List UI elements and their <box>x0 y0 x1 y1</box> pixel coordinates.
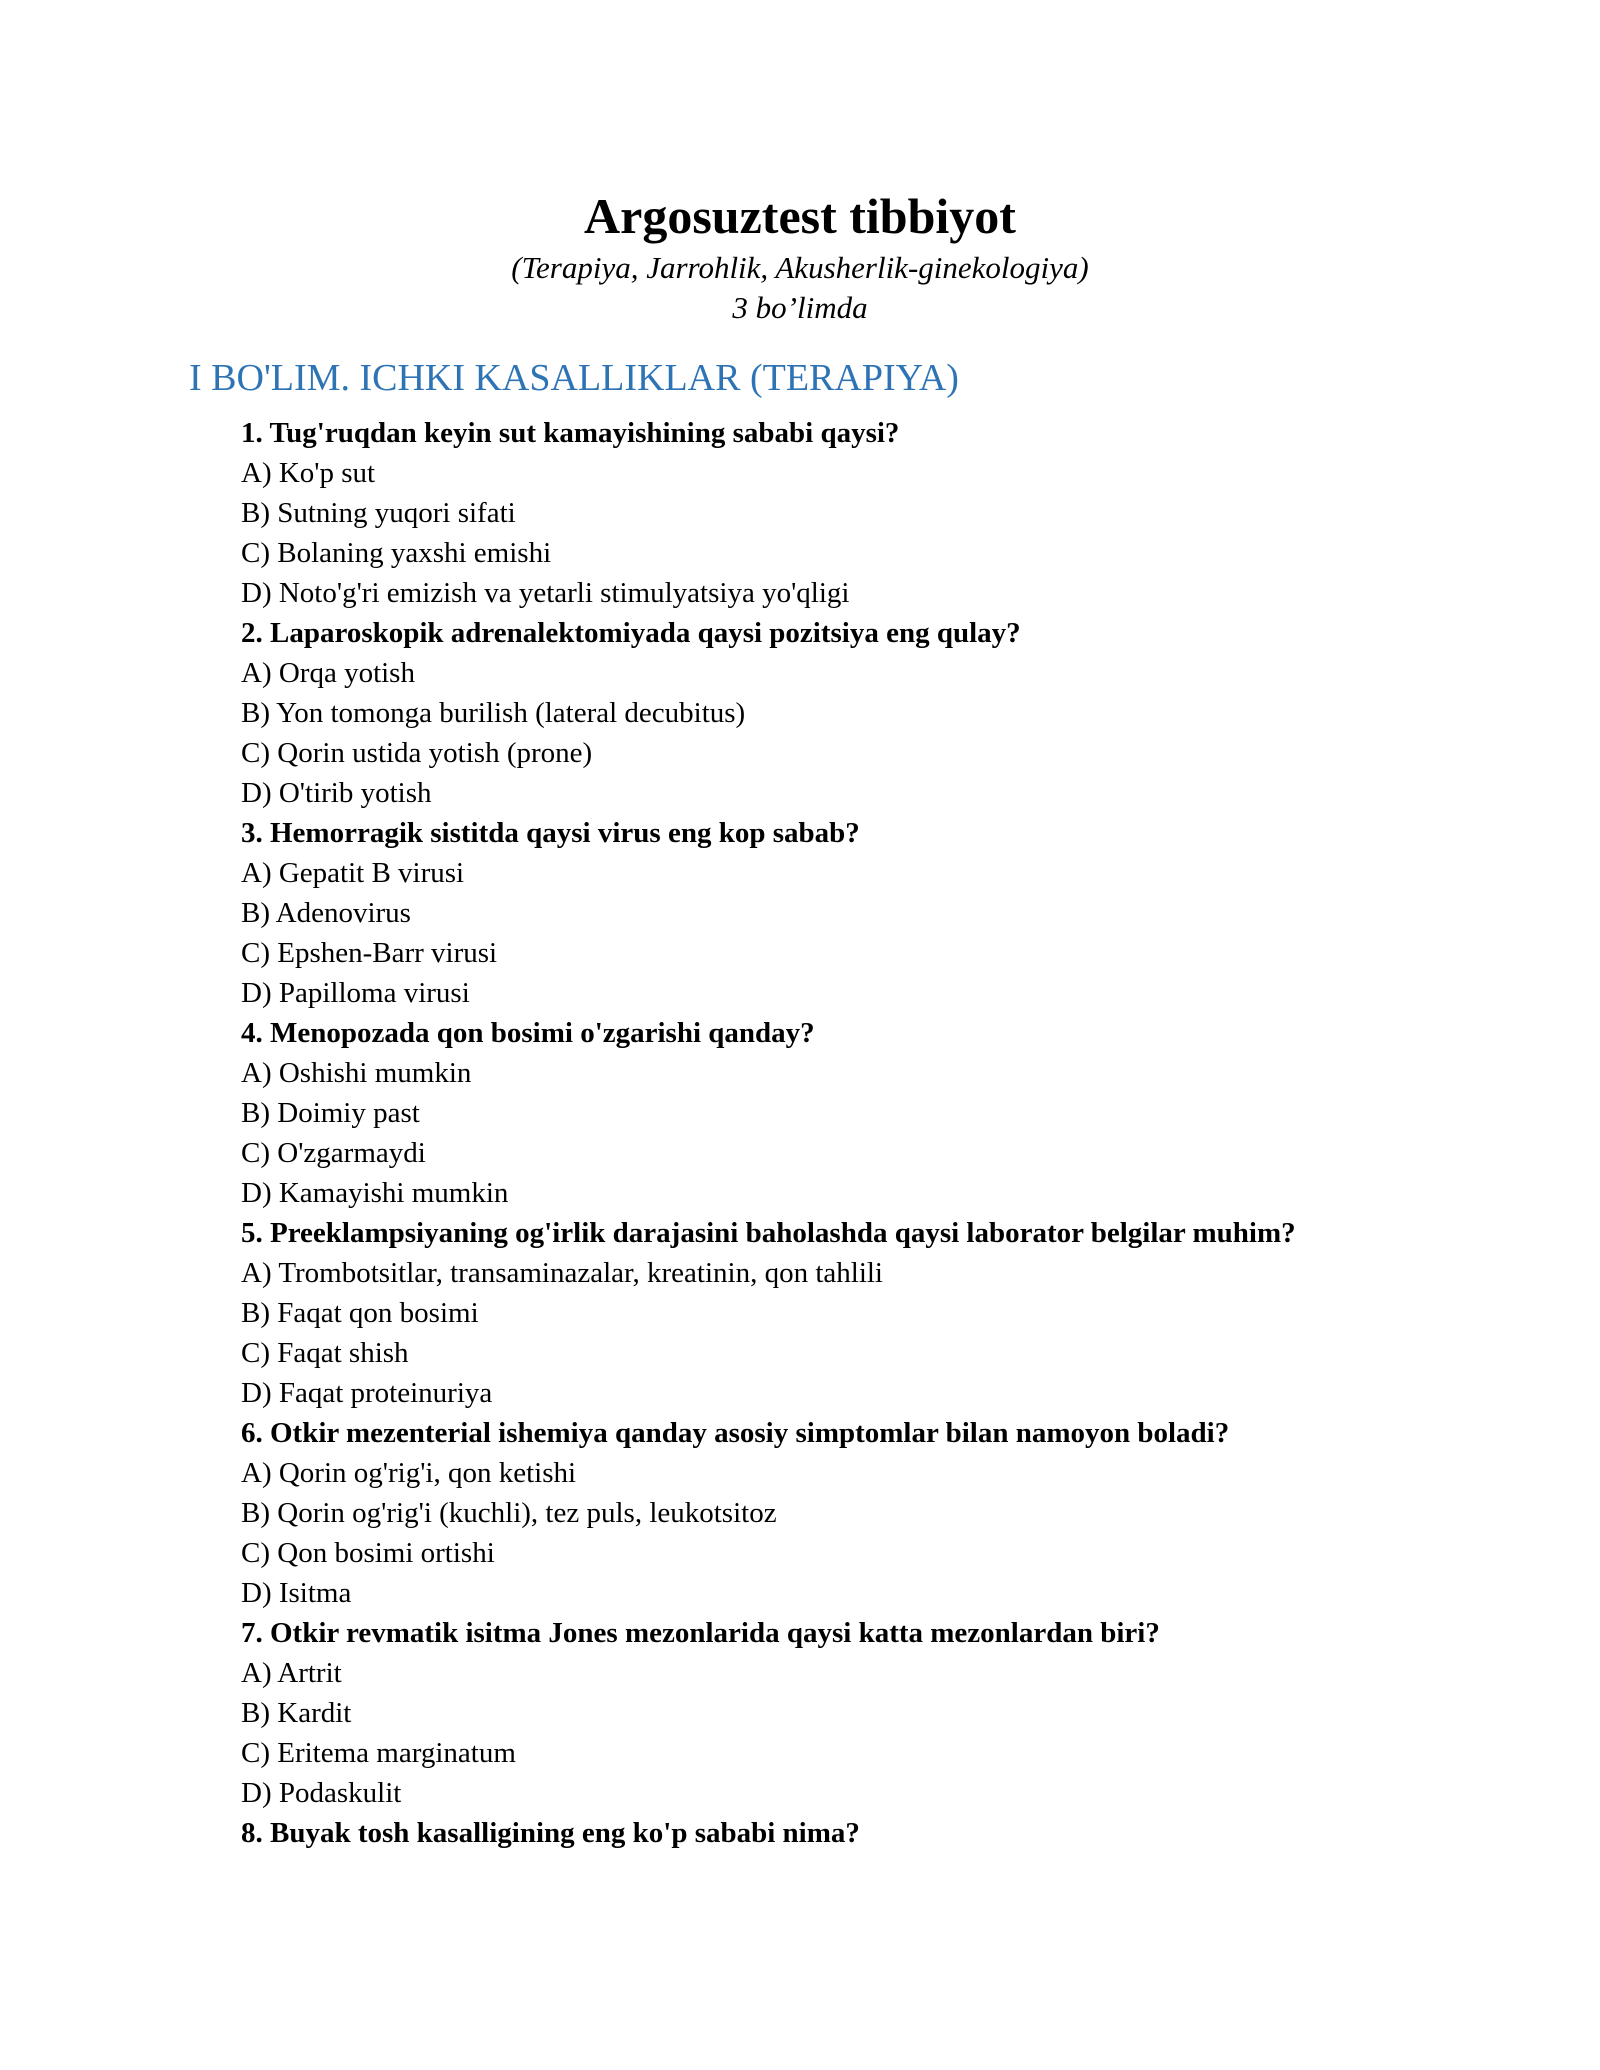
question-7-option-a: A) Artrit <box>241 1657 342 1689</box>
question-5-option-c: C) Faqat shish <box>241 1337 409 1369</box>
question-1: 1. Tug'ruqdan keyin sut kamayishining sababi qaysi? <box>241 417 900 449</box>
question-4-option-a: A) Oshishi mumkin <box>241 1057 472 1089</box>
question-2-option-a: A) Orqa yotish <box>241 657 415 689</box>
question-4-option-c: C) O'zgarmaydi <box>241 1137 426 1169</box>
question-7-option-d: D) Podaskulit <box>241 1777 402 1809</box>
question-1-option-c: C) Bolaning yaxshi emishi <box>241 537 552 569</box>
question-5: 5. Preeklampsiyaning og'irlik darajasini baholashda qaysi laborator belgilar muhim? <box>241 1217 1296 1249</box>
question-7: 7. Otkir revmatik isitma Jones mezonlarida qaysi katta mezonlardan biri? <box>241 1617 1160 1649</box>
question-8: 8. Buyak tosh kasalligining eng ko'p sababi nima? <box>241 1817 860 1849</box>
question-7-option-c: C) Eritema marginatum <box>241 1737 516 1769</box>
question-6-option-c: C) Qon bosimi ortishi <box>241 1537 495 1569</box>
question-3-option-d: D) Papilloma virusi <box>241 977 470 1009</box>
question-5-option-b: B) Faqat qon bosimi <box>241 1297 479 1329</box>
question-2-option-d: D) O'tirib yotish <box>241 777 432 809</box>
question-4: 4. Menopozada qon bosimi o'zgarishi qanday? <box>241 1017 815 1049</box>
document-title: Argosuztest tibbiyot <box>584 188 1016 244</box>
document-subtitle: (Terapiya, Jarrohlik, Akusherlik-ginekologiya) <box>511 250 1089 285</box>
document-subtitle-sections: 3 bo’limda <box>732 290 868 325</box>
question-1-option-d: D) Noto'g'ri emizish va yetarli stimulyatsiya yo'qligi <box>241 577 850 609</box>
section-heading: I BO'LIM. ICHKI KASALLIKLAR (TERAPIYA) <box>189 357 959 399</box>
question-4-option-b: B) Doimiy past <box>241 1097 420 1129</box>
question-2-option-c: C) Qorin ustida yotish (prone) <box>241 737 593 769</box>
question-3-option-b: B) Adenovirus <box>241 897 411 929</box>
question-2-option-b: B) Yon tomonga burilish (lateral decubitus) <box>241 697 746 729</box>
question-list <box>241 413 1481 1853</box>
question-6-option-d: D) Isitma <box>241 1577 352 1609</box>
question-3: 3. Hemorragik sistitda qaysi virus eng kop sabab? <box>241 817 860 849</box>
question-6-option-b: B) Qorin og'rig'i (kuchli), tez puls, leukotsitoz <box>241 1497 777 1529</box>
question-3-option-c: C) Epshen-Barr virusi <box>241 937 498 969</box>
question-1-option-a: A) Ko'p sut <box>241 457 376 489</box>
question-6-option-a: A) Qorin og'rig'i, qon ketishi <box>241 1457 577 1489</box>
question-6: 6. Otkir mezenterial ishemiya qanday asosiy simptomlar bilan namoyon boladi? <box>241 1417 1230 1449</box>
question-5-option-a: A) Trombotsitlar, transaminazalar, kreatinin, qon tahlili <box>241 1257 883 1289</box>
question-3-option-a: A) Gepatit B virusi <box>241 857 465 889</box>
question-2: 2. Laparoskopik adrenalektomiyada qaysi pozitsiya eng qulay? <box>241 617 1021 649</box>
question-5-option-d: D) Faqat proteinuriya <box>241 1377 493 1409</box>
question-7-option-b: B) Kardit <box>241 1697 352 1729</box>
question-4-option-d: D) Kamayishi mumkin <box>241 1177 509 1209</box>
question-1-option-b: B) Sutning yuqori sifati <box>241 497 516 529</box>
